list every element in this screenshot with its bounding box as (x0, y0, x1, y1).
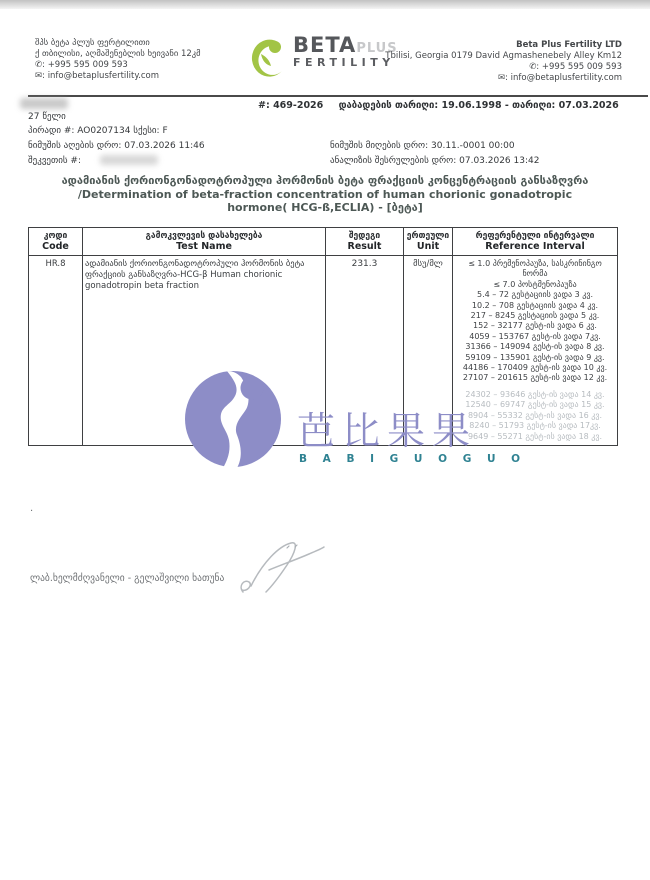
clinic-phone-ka: ✆: +995 595 009 593 (35, 60, 128, 70)
test-unit: მსუ/მლ (404, 256, 453, 446)
reference-line: 5.4 – 72 გესტაციის ვადა 3 კვ. (477, 290, 593, 300)
reference-line: 8904 – 55332 გესტ-ის ვადა 16 კვ. (467, 410, 603, 420)
test-title-georgian: ადამიანის ქორიონგონადოტროპული ჰორმონის ბეტა ფრაქციის კონცენტრაციის განსაზღვრა (61, 174, 589, 187)
test-result-value: 231.3 (326, 256, 404, 446)
reference-line: 152 – 32177 გესტ-ის ვადა 6 კვ. (473, 321, 597, 331)
reference-header-en: Reference Interval (485, 241, 585, 252)
column-header-test-name (83, 228, 326, 256)
beta-plus-fertility-logo (247, 34, 398, 86)
reference-line: 8240 – 51793 გესტ-ის ვადა 17კვ. (469, 421, 601, 431)
test-name-header-ka: გამოკვლევის დასახელება (145, 231, 263, 241)
reference-line: 4059 – 153767 გესტ-ის ვადა 7კვ. (469, 331, 601, 341)
sample-received-time: ნიმუშის მიღების დრო: 30.11.-0001 00:00 (330, 141, 515, 151)
unit-header-en: Unit (416, 241, 440, 252)
watermark-text-block (283, 377, 526, 465)
results-table-header-row (29, 228, 618, 256)
stray-dot: . (30, 503, 34, 514)
reference-line: 24302 – 93646 გესტ-ის ვადა 14 კვ. (465, 389, 605, 399)
babiguoguo-logo-icon (183, 369, 283, 473)
result-header-ka: შედეგი (348, 231, 381, 241)
column-header-code (29, 228, 83, 256)
column-header-unit (404, 228, 453, 256)
report-number-and-dates (258, 100, 631, 111)
signature-scribble (235, 538, 330, 604)
clinic-name-ka: შპს ბეტა პლუს ფერტილითი (35, 38, 150, 48)
clinic-email-en: ✉: info@betaplusfertility.com (497, 73, 622, 83)
babiguoguo-watermark (183, 369, 526, 473)
reference-line: 217 – 8245 გესტაციის ვადა 5 კვ. (470, 311, 600, 321)
logo-beta-text: BETA (293, 33, 357, 57)
sample-taken-time: ნიმუშის აღების დრო: 07.03.2026 11:46 (28, 141, 205, 151)
watermark-latin-text: B A B I G U O G U O (299, 453, 527, 465)
analysis-done-time: ანალიზის შესრულების დრო: 07.03.2026 13:42 (330, 156, 540, 166)
column-header-result (326, 228, 404, 256)
clinic-phone-en: ✆: +995 595 009 593 (529, 62, 622, 72)
reference-line: 59109 – 135901 გესტ-ის ვადა 9 კვ. (465, 352, 605, 362)
unit-header-ka: ერთეული (406, 231, 450, 241)
patient-age: 27 წელი (28, 112, 66, 122)
personal-id-and-sex: პირადი #: AO0207134 სქესი: F (28, 126, 168, 136)
clinic-email-ka: ✉: info@betaplusfertility.com (35, 71, 160, 81)
lab-supervisor-signature-label: ლაბ.ხელმძღვანელი - გელაშვილი ხათუნა (30, 573, 225, 584)
reference-line: 9649 – 55271 გესტ-ის ვადა 18 კვ. (467, 431, 603, 441)
reference-header-ka: რეფერენტული ინტერვალი (475, 231, 595, 241)
watermark-chinese-text: 芭比果果 (297, 409, 478, 453)
redacted-order-number (100, 155, 158, 165)
logo-wordmark (293, 34, 398, 69)
code-header-ka: კოდი (43, 231, 68, 241)
code-header-en: Code (42, 241, 69, 252)
test-title (30, 174, 620, 215)
test-name-header-en: Test Name (176, 241, 232, 252)
birth-and-report-date: დაბადების თარიღი: 19.06.1998 - თარიღი: 07.03.2026 (338, 100, 619, 111)
logo-plus-text: PLUS (356, 41, 398, 56)
result-header-en: Result (347, 241, 382, 252)
scan-edge-shadow (0, 0, 650, 9)
reference-line: 31366 – 149094 გესტ-ის ვადა 8 კვ. (465, 342, 605, 352)
reference-line: 10.2 – 708 გესტაციის ვადა 4 კვ. (471, 300, 599, 310)
reference-line: ≤ 1.0 პრემენოპაუზა, სასკრინინგო ნორმა (468, 259, 602, 279)
test-name-cell: ადამიანის ქორიონგონადოტროპული ჰორმონის ბეტა ფრაქციის განსაზღვრა-HCG-β Human chorionic gonadotropin beta fraction (83, 256, 326, 446)
reference-line: 12540 – 69747 გესტ-ის ვადა 15 კვ. (465, 400, 605, 410)
reference-line: 44186 – 170409 გესტ-ის ვადა 10 კვ. (462, 363, 608, 373)
test-code: HR.8 (29, 256, 83, 446)
header-divider (28, 95, 648, 97)
fertility-figure-icon (247, 34, 287, 86)
clinic-address-block-english (385, 40, 622, 84)
column-header-reference-interval (453, 228, 618, 256)
clinic-address-block-georgian (35, 38, 201, 82)
test-title-english-1: /Determination of beta-fraction concentration of human chorionic gonadotropic (77, 187, 573, 201)
logo-fertility-text: FERTILITY (293, 56, 395, 69)
reference-line: ≤ 7.0 პოსტმენოპაუზა (493, 279, 577, 289)
redacted-patient-name (20, 98, 68, 109)
report-number: #: 469-2026 (258, 100, 324, 111)
test-title-english-2: hormone( HCG-ß,ECLIA) - [ბეტა] (227, 201, 423, 214)
reference-line: 27107 – 201615 გესტ-ის ვადა 12 კვ. (462, 373, 608, 383)
clinic-name-en: Beta Plus Fertility LTD (516, 40, 622, 50)
order-number-label: შეკვეთის #: (28, 156, 82, 166)
clinic-address-ka: ქ თბილისი, აღმაშენებლის ხეივანი 12კმ (35, 49, 201, 59)
clinic-address-en: Tbilisi, Georgia 0179 David Agmashenebely Alley Km12 (385, 51, 622, 61)
